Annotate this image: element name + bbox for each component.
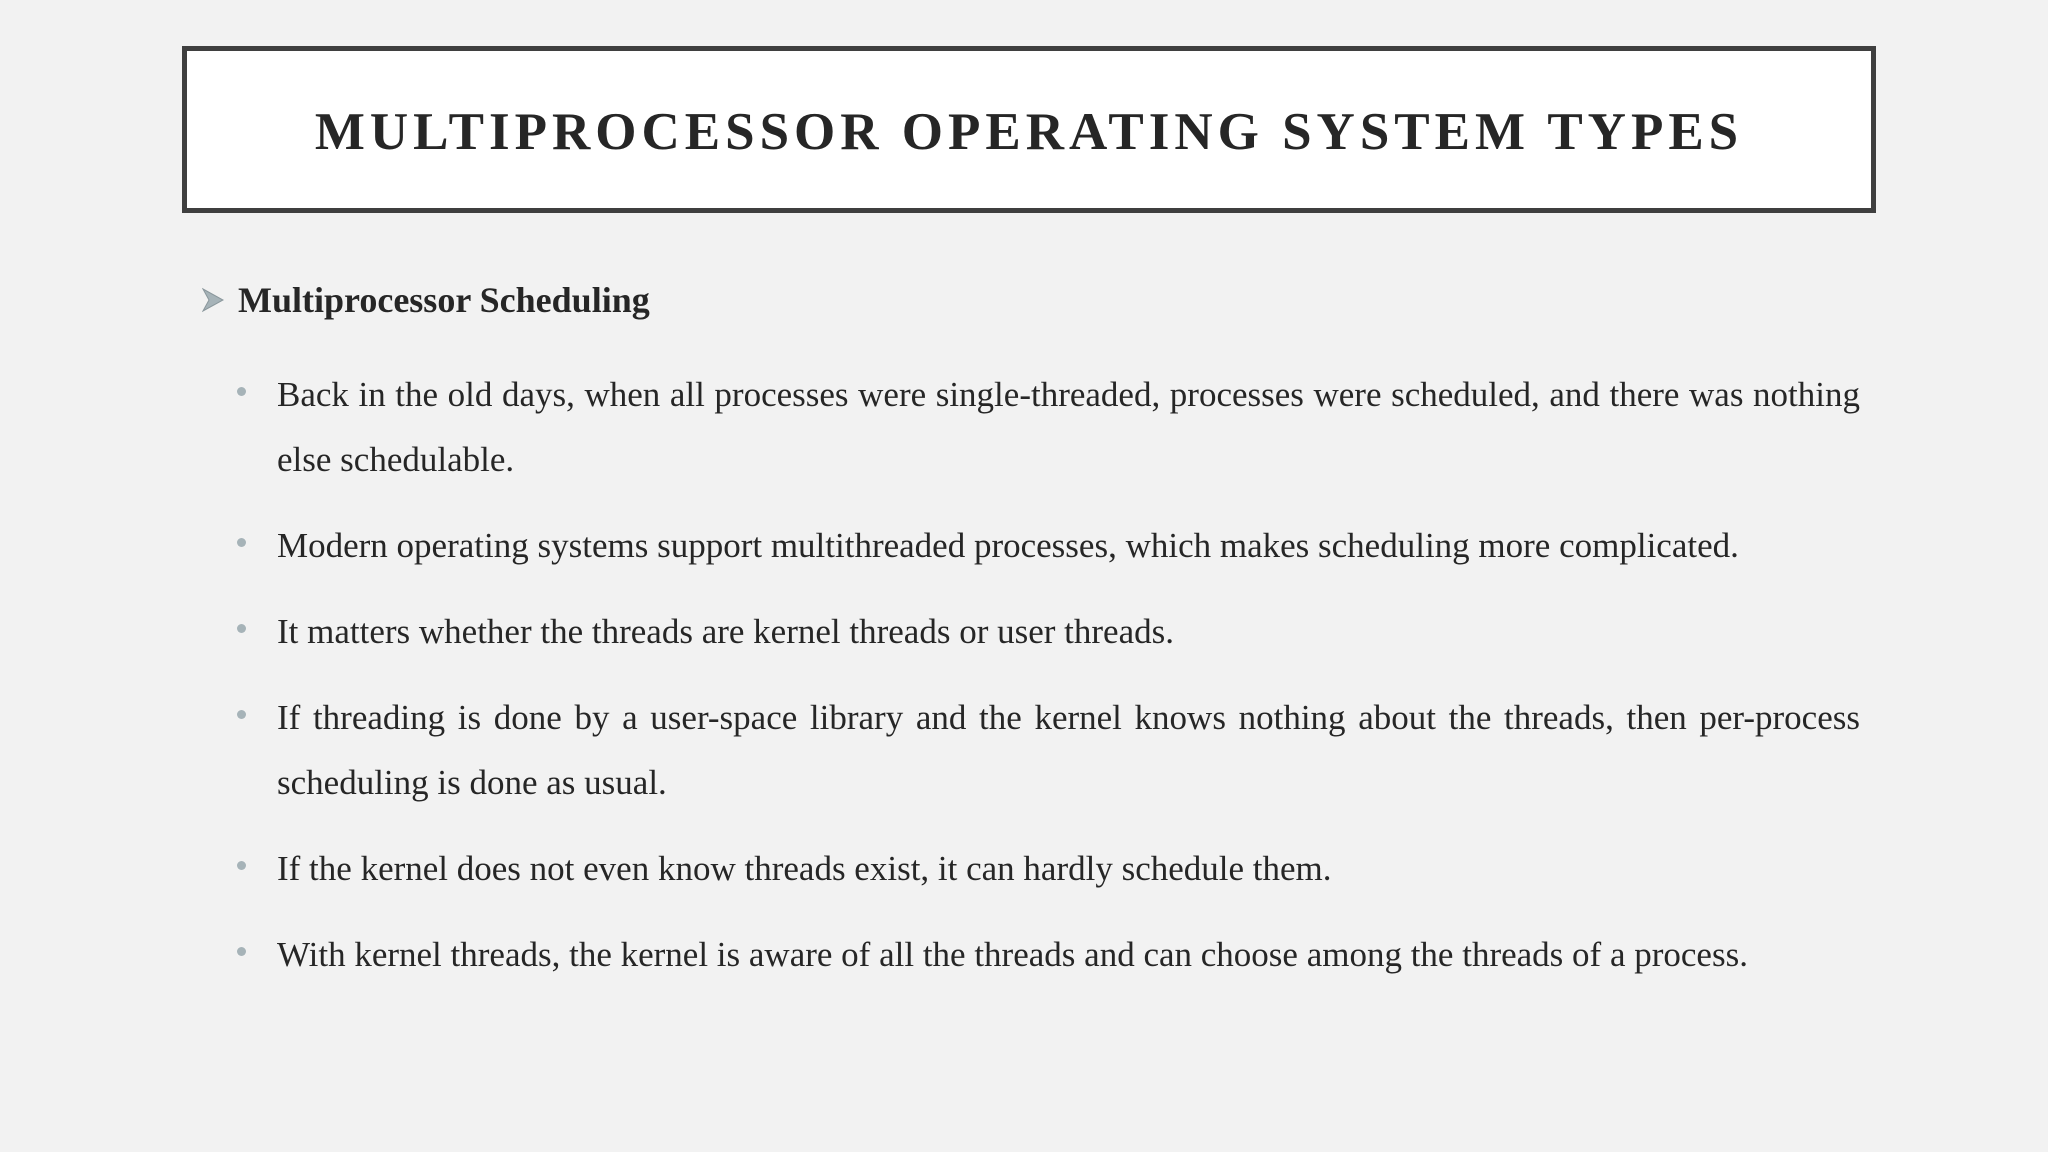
bullet-text: With kernel threads, the kernel is aware of all the threads and can choose among the threads of a process. bbox=[277, 935, 1748, 974]
bullet-text: Modern operating systems support multithreaded processes, which makes scheduling more complicated. bbox=[277, 526, 1739, 565]
bullet-item bbox=[236, 362, 1860, 492]
bullet-item bbox=[236, 922, 1860, 987]
bullet-text: It matters whether the threads are kernel threads or user threads. bbox=[277, 612, 1174, 651]
bullet-item bbox=[236, 513, 1860, 578]
bullet-text: Back in the old days, when all processes were single-threaded, processes were scheduled, and there was nothing else schedulable. bbox=[277, 375, 1860, 479]
slide-title: MULTIPROCESSOR OPERATING SYSTEM TYPES bbox=[314, 102, 1744, 161]
bullet-dot-icon bbox=[237, 624, 246, 633]
bullet-item bbox=[236, 685, 1860, 815]
bullet-item bbox=[236, 599, 1860, 664]
title-box bbox=[182, 46, 1876, 213]
bullet-list bbox=[236, 362, 1860, 1008]
arrow-bullet-icon bbox=[202, 287, 224, 313]
bullet-dot-icon bbox=[237, 538, 246, 547]
bullet-dot-icon bbox=[237, 861, 246, 870]
bullet-item bbox=[236, 836, 1860, 901]
bullet-text: If threading is done by a user-space library and the kernel knows nothing about the threads, then per-process scheduling is done as usual. bbox=[277, 698, 1860, 802]
bullet-text: If the kernel does not even know threads exist, it can hardly schedule them. bbox=[277, 849, 1332, 888]
bullet-dot-icon bbox=[237, 387, 246, 396]
section-heading: Multiprocessor Scheduling bbox=[238, 280, 650, 320]
bullet-dot-icon bbox=[237, 710, 246, 719]
section-heading-row bbox=[202, 279, 650, 321]
bullet-dot-icon bbox=[237, 947, 246, 956]
